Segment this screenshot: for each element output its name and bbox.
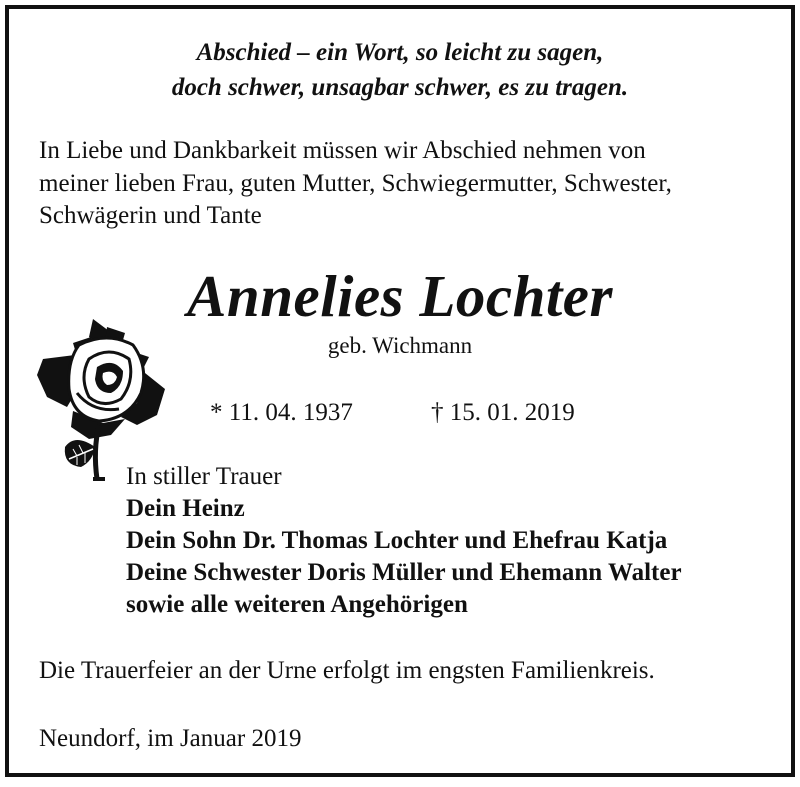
verse-line: Abschied – ein Wort, so leicht zu sagen, <box>196 39 604 66</box>
mourner-line: Deine Schwester Doris Müller und Ehemann Walter <box>126 559 682 586</box>
death-date: † 15. 01. 2019 <box>431 399 575 426</box>
obituary-notice <box>5 5 795 777</box>
intro-line: meiner lieben Frau, guten Mutter, Schwiegermutter, Schwester, <box>39 169 672 197</box>
mourner-line: Dein Heinz <box>126 495 245 522</box>
birth-name: geb. Wichmann <box>327 333 473 358</box>
funeral-note: Die Trauerfeier an der Urne erfolgt im engsten Familienkreis. <box>39 657 655 684</box>
mourner-line: sowie alle weiteren Angehörigen <box>126 591 468 618</box>
place-date: Neundorf, im Januar 2019 <box>39 725 302 752</box>
birth-date: * 11. 04. 1937 <box>210 399 353 426</box>
intro-text <box>39 135 779 233</box>
intro-line: Schwägerin und Tante <box>39 202 262 229</box>
mourners-block <box>126 461 682 621</box>
farewell-verse <box>9 35 791 105</box>
verse-line: doch schwer, unsagbar schwer, es zu tragen. <box>171 74 629 101</box>
deceased-name: Annelies Lochter <box>187 263 613 329</box>
rose-icon <box>33 315 173 485</box>
mourner-line: Dein Sohn Dr. Thomas Lochter und Ehefrau Katja <box>126 527 668 554</box>
mourners-heading: In stiller Trauer <box>126 463 282 490</box>
intro-line: In Liebe und Dankbarkeit müssen wir Abschied nehmen von <box>39 137 646 164</box>
